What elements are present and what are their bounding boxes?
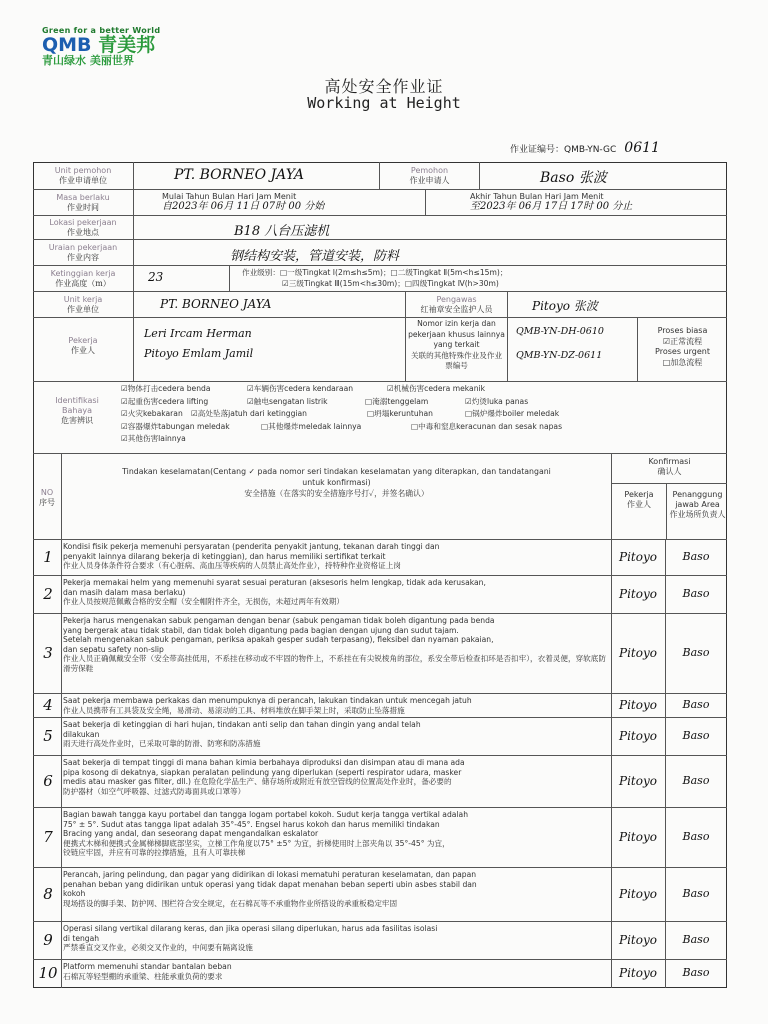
measure-text-line: Saat pekerja membawa perkakas dan menumpuknya di perancah, lakukan tindakan untuk mencegah jatuh [63,696,472,705]
divider [61,576,62,613]
measure-text-line: Bagian bawah tangga kayu portabel dan tangga logam portabel kokoh. Sudut kerja tangga vertikal adalah [63,810,469,819]
measure-text [63,756,609,796]
measure-row [33,576,727,614]
measure-text [63,808,609,858]
row-location: Lokasi pekerjaan 作业地点 B18 八台压滤机 [33,216,727,240]
company-logo [42,26,202,76]
measure-text [63,718,609,749]
measure-row [33,718,727,756]
measure-text-line: yang bergerak atau tidak stabil, dan tidak boleh digantung pada bagian dengan ujung dan sudut tajam. [63,625,459,635]
measure-text-line: Operasi silang vertikal dilarang keras, dan jika operasi silang diperlukan, harus ada fasilitas isolasi [63,924,438,933]
confirm-header: Konfirmasi 确认人 Pekerja 作业人 Penanggung jawab Area 作业场所负责人 [611,454,727,539]
measure-row [33,868,727,922]
measure-text-line: 作业人员携带有工具袋及安全绳，易滑动、易滚动的工具、材料堆放在脚手架上时，采取防止坠落措施 [63,705,405,715]
logo-brand: QMB 青美邦 [42,34,156,56]
measure-text-line: medis atau masker gas filter, dll.) 在危险化学品生产、储存场所或附近有放空管线的位置高处作业时，备必要的 [63,777,452,787]
divider [61,922,62,959]
measure-number: 9 [43,931,53,949]
area-responsible-signature: Baso [682,729,710,742]
measure-text [63,540,609,571]
measure-text-line: 现场搭设的脚手架、防护网、围栏符合安全规定，在石棉瓦等不承重物作业所搭设的承重板稳定牢固 [63,898,398,908]
measure-text-line: 铰链应牢固，并应有可靠的拉撑措施，且有人可靠扶梯 [63,848,246,858]
work-unit-value: PT. BORNEO JAYA [133,292,405,317]
measure-text-line: Platform memenuhi standar bantalan beban [63,962,232,971]
area-responsible-signature: Baso [682,966,710,979]
measure-text [63,614,609,674]
row-height: Ketinggian kerja 作业高度（m） 23 作业级别：□一级Tingkat Ⅰ(2m≤h≤5m)；□二级Tingkat Ⅱ(5m<h≤15m)； ☑三级Tingkat Ⅲ(15m<h≤30m)；□四级Tingkat Ⅳ(h>30m) [33,266,727,292]
special-permit-label: Nomor izin kerja dan pekerjaan khusus lainnya yang terkait 关联的其他特殊作业及作业 票编号 [405,318,507,381]
special-permit-values: QMB-YN-DH-0610 QMB-YN-DZ-0611 [507,318,637,381]
divider [61,808,62,867]
measure-text-line: di tengah [63,933,100,943]
divider [61,960,62,988]
measure-text-line: 作业人员正确佩戴安全带（安全带高挂低用，不系挂在移动或不牢固的物件上，不系挂在有尖锐棱角的部位，系安全带后检查扣环是否扣牢），衣着灵便，穿软底防滑劳保鞋 [63,654,606,673]
measure-text-line: 便携式木梯和便携式金属梯梯脚底部坚实，立梯工作角度以75° ±5° 为宜，折梯使用时上部夹角以 35°-45° 为宜， [63,838,450,848]
row-unit-applicant: Unit pemohon 作业申请单位 PT. BORNEO JAYA Pemohon 作业申请人 Baso 张波 [33,162,727,190]
worker-signature: Pitoyo [619,550,657,564]
worker-names: Leri Ircam Herman Pitoyo Emlam Jamil [133,318,405,381]
height-class: 作业级别：□一级Tingkat Ⅰ(2m≤h≤5m)；□二级Tingkat Ⅱ(5m<h≤15m)； ☑三级Tingkat Ⅲ(15m<h≤30m)；□四级Tingkat Ⅳ(h>30m) [229,266,727,291]
measure-text [63,694,609,715]
row-description: Uraian pekerjaan 作业内容 钢结构安装，管道安装，防料 [33,240,727,266]
measure-text-line: Perancah, jaring pelindung, dan pagar yang didirikan di lokasi mematuhi peraturan keselamatan, dan papan [63,870,477,879]
measure-text [63,922,609,953]
divider [61,718,62,755]
area-responsible-signature: Baso [682,698,710,711]
measure-text-line: Setelah mengenakan sabuk pengaman, periksa apakah gesper sudah terpasang), fleksibel dan nyaman pakaian, [63,635,494,645]
measure-text [63,960,609,981]
measure-text-line: kokoh [63,889,86,899]
measure-number: 2 [43,585,53,603]
worker-signature: Pitoyo [619,698,657,712]
divider [61,540,62,575]
hazard-list: ☑物体打击cedera benda ☑车辆伤害cedera kendaraan ☑机械伤害cedera mekanik ☑起重伤害cedera lifting ☑触电sengatan listrik □淹溺tenggelam ☑灼烫luka panas ☑火灾kebakaran ☑高处坠落jatuh dari ketinggian □坍塌keruntuhan □锅炉爆炸boiler meledak ☑容器爆炸tabungan meledak □其他爆炸meledak lainnya □中毒和窒息keracunan dan sesak napas ☑其他伤害lainnya [121,384,563,443]
measure-row [33,540,727,576]
applicant-value: Baso 张波 [479,162,727,189]
measure-number: 8 [43,885,53,903]
measure-row [33,756,727,808]
divider [61,868,62,921]
location-value: B18 八台压滤机 [133,216,727,239]
worker-signature: Pitoyo [619,830,657,844]
measure-text-line: 作业人员按规范佩戴合格的安全帽（安全帽附件齐全，无损伤，未超过两年有效期） [63,597,344,607]
measure-text-line: Saat bekerja di ketinggian di hari hujan, tindakan anti selip dan tahan dingin yang andal telah [63,720,421,729]
worker-signature: Pitoyo [619,646,657,660]
area-responsible-signature: Baso [682,887,710,900]
unit-applicant-value: PT. BORNEO JAYA [133,162,379,189]
logo-tagline: Green for a better World [42,26,161,35]
measure-text-line: dan masih dalam masa berlaku) [63,587,186,597]
area-responsible-signature: Baso [682,646,710,659]
measure-number: 4 [43,696,53,714]
measure-row [33,960,727,988]
measure-text-line: 75° ± 5°. Sudut atas tangga lipat adalah 35°-45°. Engsel harus kokoh dan harus memiliki tindakan [63,819,440,829]
measure-number: 6 [43,772,53,790]
measure-text-line: Kondisi fisik pekerja memenuhi persyaratan (penderita penyakit jantung, tekanan darah tinggi dan [63,542,440,551]
measure-text-line: Pekerja memakai helm yang memenuhi syarat sesuai peraturan (aksesoris helm lengkap, tidak ada kerusakan, [63,578,486,587]
measure-text-line: Pekerja harus mengenakan sabuk pengaman dengan benar (sabuk pengaman tidak boleh digantung pada benda [63,616,495,625]
measure-text-line: 严禁垂直交叉作业，必须交叉作业的，中间要有隔离设施 [63,943,253,953]
area-responsible-signature: Baso [682,830,710,843]
row-validity: Masa berlaku 作业时间 Mulai Tahun Bulan Hari Jam Menit 自2023年 06月 11日 07时 00 分始 Akhir Tahun Bulan Hari Jam Menit 至2023年 06月 17日 17时 00 分止 [33,190,727,216]
description-value: 钢结构安装，管道安装，防料 [133,240,727,265]
measure-row [33,808,727,868]
worker-signature: Pitoyo [619,729,657,743]
measure-text-line: 雨天进行高处作业时，已采取可靠的防滑、防寒和防冻措施 [63,739,261,749]
height-value: 23 [133,266,229,291]
measure-text-line: dilakukan [63,729,100,739]
row-hazard: Identifikasi Bahaya 危害辨识 ☑物体打击cedera benda ☑车辆伤害cedera kendaraan ☑机械伤害cedera mekanik ☑起重伤害cedera lifting ☑触电sengatan listrik □淹溺tenggelam ☑灼烫luka panas ☑火灾kebakaran ☑高处坠落jatuh dari ketinggian □坍塌keruntuhan □锅炉爆炸boiler meledak ☑容器爆炸tabungan meledak □其他爆炸meledak lainnya □中毒和窒息keracunan dan sesak napas ☑其他伤害lainnya [33,382,727,454]
divider [61,614,62,693]
worker-signature: Pitoyo [619,587,657,601]
supervisor-value: Pitoyo 张波 [507,292,727,317]
area-responsible-signature: Baso [682,933,710,946]
measure-text-line: Bracing yang andal, dan seseorang dapat mengandalkan eskalator [63,829,319,839]
area-responsible-signature: Baso [682,587,710,600]
measure-number: 7 [43,828,53,846]
divider [61,694,62,717]
logo-slogan: 青山绿水 美丽世界 [42,54,134,67]
worker-signature: Pitoyo [619,933,657,947]
measure-number: 5 [43,727,53,745]
measure-text-line: 防护器材（如空气呼吸器、过滤式防毒面具或口罩等） [63,786,246,796]
measure-text-line: pipa kosong di dekatnya, siapkan peralatan pelindung yang diperlukan (seperti respirator udara, masker [63,767,462,777]
measure-text [63,868,609,908]
measure-text-line: 石棉瓦等轻型棚的承重梁、柱能承重负荷的要求 [63,971,223,981]
validity-end: Akhir Tahun Bulan Hari Jam Menit 至2023年 06月 17日 17时 00 分止 [425,190,727,215]
measure-text [63,576,609,607]
measure-text-line: Saat bekerja di tempat tinggi di mana bahan kimia berbahaya diproduksi dan disimpan atau di mana ada [63,758,465,767]
process-type: Proses biasa ☑正常流程 Proses urgent □加急流程 [637,318,727,381]
measure-number: 10 [38,964,58,982]
divider [61,756,62,807]
validity-start: Mulai Tahun Bulan Hari Jam Menit 自2023年 06月 11日 07时 00 分始 [133,190,425,215]
permit-number: 作业证编号：QMB-YN-GC 0611 [510,140,660,156]
measure-row [33,922,727,960]
measure-text-line: 作业人员身体条件符合要求（有心脏病、高血压等疾病的人员禁止高处作业），持特种作业资格证上岗 [63,561,401,571]
measures-header: NO 序号 Tindakan keselamatan(Centang ✓ pada nomor seri tindakan keselamatan yang diterapkan, dan tandatangani untuk konfirmasi) 安全措施（在落实的安全措施序号打✓，并签名确认） Konfirmasi 确认人 Pekerja 作业人 Penanggung jawab Area 作业场所负责人 [33,454,727,540]
worker-signature: Pitoyo [619,774,657,788]
area-responsible-signature: Baso [682,774,710,787]
measure-number: 3 [43,644,53,662]
row-worker: Pekerja 作业人 Leri Ircam Herman Pitoyo Emlam Jamil Nomor izin kerja dan pekerjaan khusus lainnya yang terkait 关联的其他特殊作业及作业 票编号 QMB-YN-DH-0610 QMB-YN-DZ-0611 Proses biasa ☑正常流程 Proses urgent □加急流程 [33,318,727,382]
worker-signature: Pitoyo [619,966,657,980]
measure-number: 1 [43,548,53,566]
measure-text-line: dan sepatu safety non-slip [63,644,164,654]
row-work-unit: Unit kerja 作业单位 PT. BORNEO JAYA Pengawas 红袖章安全监护人员 Pitoyo 张波 [33,292,727,318]
page-title-en: Working at Height [307,94,461,112]
measure-row [33,614,727,694]
measure-text-line: penahan beban yang didirikan untuk operasi yang tidak dapat menahan beban seperti ubin asbes stabil dan [63,879,477,889]
page-title-cn: 高处安全作业证 [324,77,444,96]
measure-text-line: penyakit lainnya dilarang bekerja di ketinggian), dan harus memiliki sertifikat terkait [63,551,386,561]
worker-signature: Pitoyo [619,887,657,901]
area-responsible-signature: Baso [682,550,710,563]
measures-instructions: Tindakan keselamatan(Centang ✓ pada nomor seri tindakan keselamatan yang diterapkan, dan tandatangani untuk konfirmasi) 安全措施（在落实的安全措施序号打✓，并签名确认） [61,454,611,539]
measure-row [33,694,727,718]
